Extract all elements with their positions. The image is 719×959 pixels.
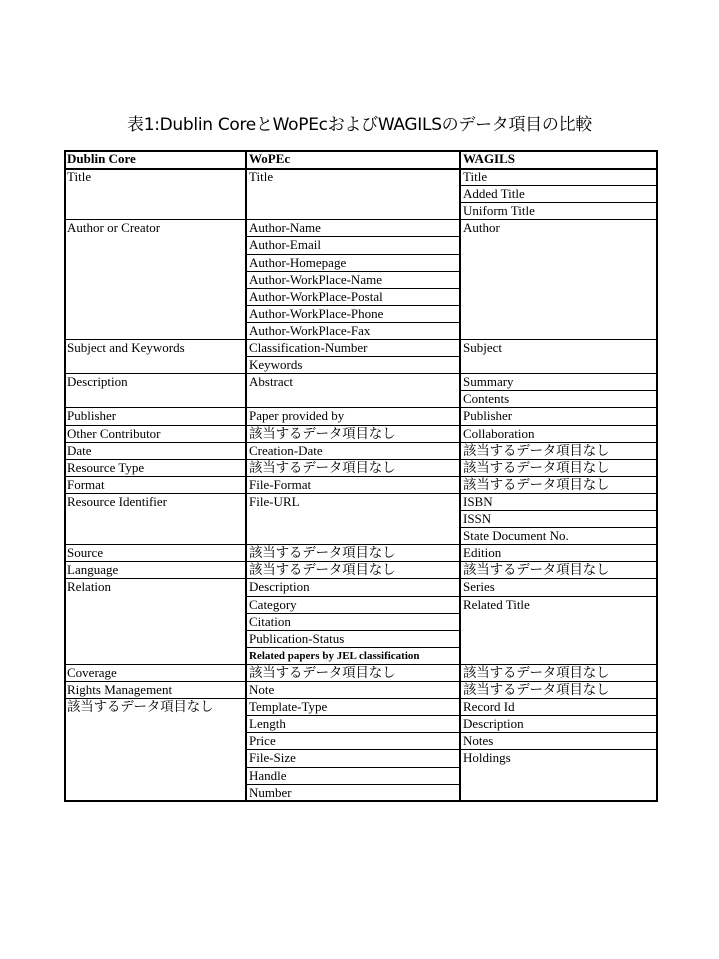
table-cell: 該当するデータ項目なし (463, 459, 610, 476)
column-header: WAGILS (463, 151, 516, 166)
table-cell: File-URL (249, 493, 300, 509)
table-cell: State Document No. (463, 528, 569, 544)
table-cell: 該当するデータ項目なし (249, 545, 396, 562)
table-cell: Creation-Date (249, 442, 323, 458)
table-cell: Contents (463, 391, 510, 407)
table-cell: Description (249, 579, 310, 595)
table-cell: Uniform Title (463, 203, 535, 219)
table-cell: Source (67, 545, 104, 561)
table-cell: Citation (249, 613, 291, 629)
table-cell: Rights Management (67, 682, 173, 697)
table-cell: Author (463, 220, 500, 236)
table-cell: Keywords (249, 357, 303, 373)
table-cell: 該当するデータ項目なし (249, 562, 396, 579)
table-cell: Coverage (67, 664, 117, 680)
table-cell: Description (67, 374, 128, 390)
table-cell: Notes (463, 733, 494, 749)
table-cell: Series (463, 579, 495, 595)
table-cell: Author-WorkPlace-Fax (249, 322, 371, 338)
table-cell: Author-WorkPlace-Postal (249, 288, 383, 304)
table-cell: 該当するデータ項目なし (463, 442, 610, 459)
table-cell: Title (463, 169, 488, 184)
table-cell: Number (249, 784, 292, 800)
table-cell: 該当するデータ項目なし (67, 699, 214, 716)
table-cell: Date (67, 442, 92, 458)
table-cell: Author-Name (249, 220, 321, 236)
table-cell: Classification-Number (249, 340, 368, 355)
table-cell: 該当するデータ項目なし (463, 476, 610, 493)
table-cell: Resource Identifier (67, 493, 167, 509)
table-cell: Publisher (67, 408, 117, 424)
page-title: 表1:Dublin CoreとWoPEcおよびWAGILSのデータ項目の比較 (127, 115, 592, 135)
table-cell: Related Title (463, 596, 530, 612)
table-cell: Abstract (249, 374, 294, 390)
table-cell: Relation (67, 579, 112, 595)
table-cell: Format (67, 476, 105, 492)
table-cell: Author-WorkPlace-Name (249, 271, 382, 287)
table-cell: Summary (463, 374, 514, 390)
table-cell: Record Id (463, 699, 515, 715)
table-cell: Language (67, 562, 119, 578)
table-cell: Related papers by JEL classification (249, 649, 420, 662)
table-cell: Template-Type (249, 699, 328, 715)
table-cell: Subject (463, 340, 502, 355)
table-cell: ISBN (463, 493, 493, 509)
column-header: Dublin Core (67, 151, 136, 166)
table-cell: Length (249, 716, 286, 732)
table-cell: 該当するデータ項目なし (249, 425, 396, 442)
table-cell: Publisher (463, 408, 513, 424)
table-cell: Author-WorkPlace-Phone (249, 305, 384, 321)
table-cell: Author or Creator (67, 220, 161, 236)
table-cell: ISSN (463, 511, 492, 526)
table-cell: Added Title (463, 186, 525, 202)
table-cell: 該当するデータ項目なし (249, 664, 396, 681)
table-cell: Resource Type (67, 459, 145, 475)
table-cell: Author-Homepage (249, 254, 347, 270)
table-cell: 該当するデータ項目なし (463, 682, 610, 698)
table-cell: Author-Email (249, 237, 321, 253)
table-cell: Description (463, 716, 524, 732)
table-cell: Paper provided by (249, 408, 345, 424)
table-cell: Publication-Status (249, 630, 345, 646)
comparison-table (64, 150, 658, 802)
table-cell: 該当するデータ項目なし (463, 664, 610, 681)
table-cell: Category (249, 596, 297, 612)
table-cell: Subject and Keywords (67, 340, 185, 355)
column-header: WoPEc (249, 151, 291, 166)
table-cell: Other Contributor (67, 425, 161, 441)
table-cell: Holdings (463, 750, 511, 766)
table-cell: Handle (249, 767, 287, 783)
table-cell: Edition (463, 545, 502, 561)
table-cell: Note (249, 682, 275, 697)
table-cell: 該当するデータ項目なし (249, 459, 396, 476)
table-cell: File-Size (249, 750, 296, 766)
table-cell: Price (249, 733, 276, 749)
table-cell: Collaboration (463, 425, 535, 441)
table-cell: Title (67, 169, 92, 184)
table-cell: File-Format (249, 476, 312, 492)
table-cell: 該当するデータ項目なし (463, 562, 610, 579)
table-cell: Title (249, 169, 274, 184)
